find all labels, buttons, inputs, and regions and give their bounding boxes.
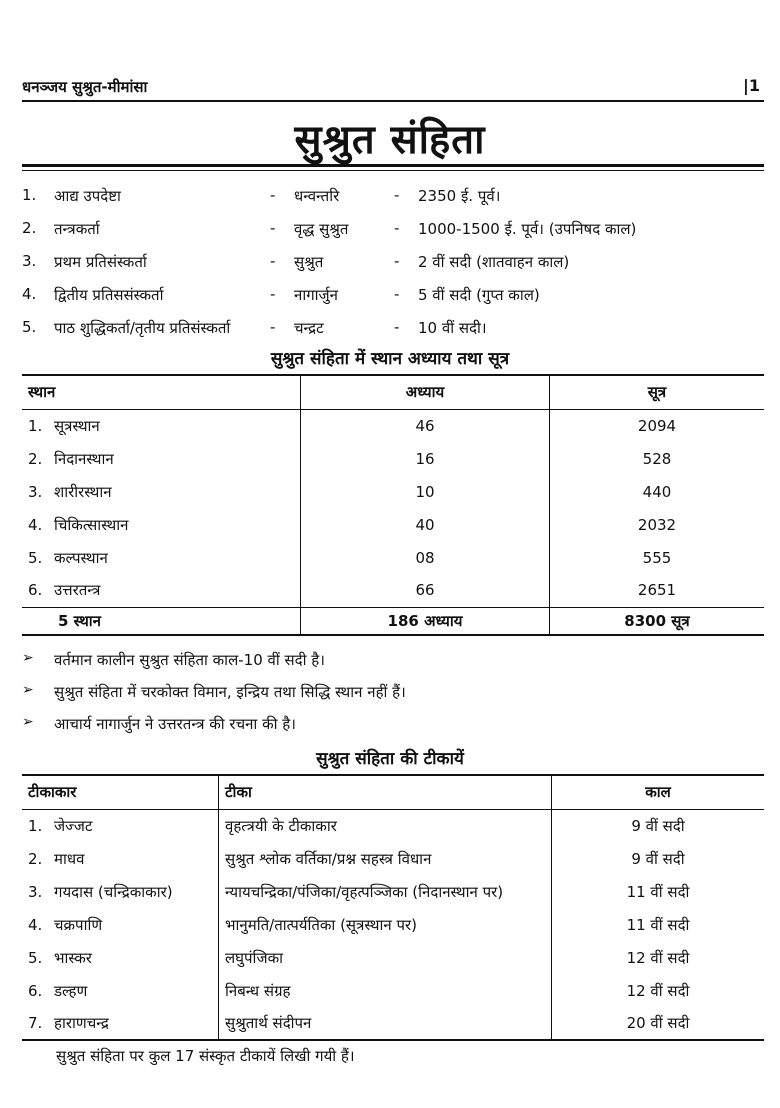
item-dash: -: [394, 252, 400, 270]
header-rule: [22, 100, 764, 102]
title-rule-thick: [22, 164, 764, 167]
header-commentator: टीकाकार: [22, 775, 219, 809]
item-role: आद्य उपदेष्टा: [54, 187, 121, 205]
item-period: 10 वीं सदी।: [418, 319, 487, 337]
commentary-name: न्यायचन्द्रिका/पंजिका/वृहत्पञ्जिका (निदानस्थान पर): [219, 875, 552, 908]
row-number: 4.: [28, 515, 43, 534]
item-period: 2 वीं सदी (शातवाहन काल): [418, 253, 570, 271]
commentator-name: माधव: [54, 849, 85, 868]
commentator-name: गयदास (चन्द्रिकाकार): [54, 882, 173, 901]
table-row: [22, 508, 764, 541]
lineage-item: [22, 279, 762, 312]
item-role: तन्त्रकर्ता: [54, 220, 100, 238]
item-period: 2350 ई. पूर्व।: [418, 187, 501, 205]
table-row: [22, 974, 764, 1007]
item-dash: -: [394, 186, 400, 204]
commentary-name: सुश्रुत श्लोक वर्तिका/प्रश्न सहस्त्र विधान: [219, 842, 552, 875]
table-row: [22, 908, 764, 941]
table-row: [22, 1007, 764, 1040]
header-sutra: सूत्र: [550, 375, 765, 409]
sthana-name: कल्पस्थान: [54, 548, 108, 567]
adhyaya-count: 40: [301, 508, 550, 541]
arrow-bullet-icon: ➢: [22, 682, 34, 698]
item-role: द्वितीय प्रतिससंस्कर्ता: [54, 286, 164, 304]
item-name: सुश्रुत: [294, 253, 324, 271]
commentator-name: चक्रपाणि: [54, 915, 103, 934]
total-adhyaya: 186 अध्याय: [301, 607, 550, 635]
page-title: सुश्रुत संहिता: [294, 116, 486, 163]
sutra-count: 440: [550, 475, 765, 508]
sutra-count: 555: [550, 541, 765, 574]
sutra-count: 2094: [550, 409, 765, 442]
chapter-section-title: सुश्रुत संहिता में स्थान अध्याय तथा सूत्र: [270, 349, 510, 369]
adhyaya-count: 08: [301, 541, 550, 574]
table-row: [22, 574, 764, 607]
item-name: धन्वन्तरि: [294, 187, 340, 205]
table-total-row: [22, 607, 764, 635]
item-number: 1.: [22, 186, 37, 204]
item-dash: -: [270, 252, 276, 270]
row-number: 1.: [28, 816, 43, 835]
commentary-name: भानुमति/तात्पर्यतिका (सूत्रस्थान पर): [219, 908, 552, 941]
header-sthana: स्थान: [22, 375, 301, 409]
title-rule-thin: [22, 170, 764, 171]
commentator-name: डल्हण: [54, 981, 88, 1000]
item-period: 5 वीं सदी (गुप्त काल): [418, 286, 540, 304]
page-number: |1: [743, 76, 760, 95]
list-item: [22, 678, 762, 710]
item-number: 3.: [22, 252, 37, 270]
item-name: वृद्ध सुश्रुत: [294, 220, 349, 238]
commentary-name: सुश्रुतार्थ संदीपन: [219, 1007, 552, 1040]
adhyaya-count: 66: [301, 574, 550, 607]
note-text: सुश्रुत संहिता में चरकोक्त विमान, इन्द्रिय तथा सिद्धि स्थान नहीं हैं।: [54, 683, 406, 701]
item-role: प्रथम प्रतिसंस्कर्ता: [54, 253, 147, 271]
row-number: 3.: [28, 882, 43, 901]
lineage-item: [22, 246, 762, 279]
commentary-name: लघुपंजिका: [219, 941, 552, 974]
header-commentary: टीका: [219, 775, 552, 809]
note-text: आचार्य नागार्जुन ने उत्तरतन्त्र की रचना की है।: [54, 715, 296, 733]
row-number: 4.: [28, 915, 43, 934]
sutra-count: 528: [550, 442, 765, 475]
item-dash: -: [270, 285, 276, 303]
commentary-period: 12 वीं सदी: [552, 974, 765, 1007]
header-period: काल: [552, 775, 765, 809]
total-sthana: 5 स्थान: [22, 607, 301, 635]
row-number: 2.: [28, 849, 43, 868]
item-dash: -: [394, 285, 400, 303]
commentary-name: वृहत्त्रयी के टीकाकार: [219, 809, 552, 842]
lineage-list: [22, 180, 762, 345]
commentary-period: 20 वीं सदी: [552, 1007, 765, 1040]
commentary-table: [22, 774, 764, 1041]
item-dash: -: [394, 219, 400, 237]
header-adhyaya: अध्याय: [301, 375, 550, 409]
table-row: [22, 475, 764, 508]
table-row: [22, 809, 764, 842]
table-row: [22, 941, 764, 974]
adhyaya-count: 10: [301, 475, 550, 508]
item-number: 4.: [22, 285, 37, 303]
row-number: 5.: [28, 948, 43, 967]
lineage-item: [22, 312, 762, 345]
item-number: 2.: [22, 219, 37, 237]
commentary-section-title: सुश्रुत संहिता की टीकायें: [316, 749, 464, 769]
item-name: नागार्जुन: [294, 286, 338, 304]
row-number: 6.: [28, 581, 43, 600]
commentary-period: 9 वीं सदी: [552, 842, 765, 875]
table-row: [22, 541, 764, 574]
commentary-name: निबन्ध संग्रह: [219, 974, 552, 1007]
sutra-count: 2651: [550, 574, 765, 607]
adhyaya-count: 46: [301, 409, 550, 442]
commentator-name: जेज्जट: [54, 816, 93, 835]
item-dash: -: [270, 219, 276, 237]
commentary-period: 12 वीं सदी: [552, 941, 765, 974]
table-row: [22, 842, 764, 875]
running-header: धनञ्जय सुश्रुत-मीमांसा: [22, 78, 148, 96]
sthana-name: शारीरस्थान: [54, 482, 112, 501]
commentator-name: हाराणचन्द्र: [54, 1014, 109, 1032]
item-name: चन्द्रट: [294, 319, 324, 337]
note-text: वर्तमान कालीन सुश्रुत संहिता काल-10 वीं सदी है।: [54, 651, 325, 669]
table-row: [22, 409, 764, 442]
arrow-bullet-icon: ➢: [22, 650, 34, 666]
commentary-period: 11 वीं सदी: [552, 875, 765, 908]
table-header-row: [22, 375, 764, 409]
item-dash: -: [270, 186, 276, 204]
item-period: 1000-1500 ई. पूर्व। (उपनिषद काल): [418, 220, 637, 238]
sutra-count: 2032: [550, 508, 765, 541]
item-dash: -: [270, 318, 276, 336]
row-number: 5.: [28, 548, 43, 567]
item-role: पाठ शुद्धिकर्ता/तृतीय प्रतिसंस्कर्ता: [54, 319, 231, 337]
lineage-item: [22, 180, 762, 213]
sthana-name: चिकित्सास्थान: [54, 515, 129, 534]
footnote: सुश्रुत संहिता पर कुल 17 संस्कृत टीकायें लिखी गयी हैं।: [56, 1047, 355, 1065]
list-item: [22, 646, 762, 678]
row-number: 6.: [28, 981, 43, 1000]
total-sutra: 8300 सूत्र: [550, 607, 765, 635]
item-number: 5.: [22, 318, 37, 336]
row-number: 1.: [28, 416, 43, 435]
chapter-table: [22, 374, 764, 636]
arrow-bullet-icon: ➢: [22, 714, 34, 730]
list-item: [22, 710, 762, 742]
lineage-item: [22, 213, 762, 246]
table-header-row: [22, 775, 764, 809]
adhyaya-count: 16: [301, 442, 550, 475]
notes-list: [22, 646, 762, 742]
commentary-period: 9 वीं सदी: [552, 809, 765, 842]
row-number: 7.: [28, 1014, 43, 1032]
commentary-period: 11 वीं सदी: [552, 908, 765, 941]
row-number: 2.: [28, 449, 43, 468]
row-number: 3.: [28, 482, 43, 501]
table-row: [22, 442, 764, 475]
sthana-name: निदानस्थान: [54, 449, 114, 468]
item-dash: -: [394, 318, 400, 336]
commentator-name: भास्कर: [54, 948, 92, 967]
table-row: [22, 875, 764, 908]
sthana-name: सूत्रस्थान: [54, 416, 100, 435]
sthana-name: उत्तरतन्त्र: [54, 581, 101, 600]
